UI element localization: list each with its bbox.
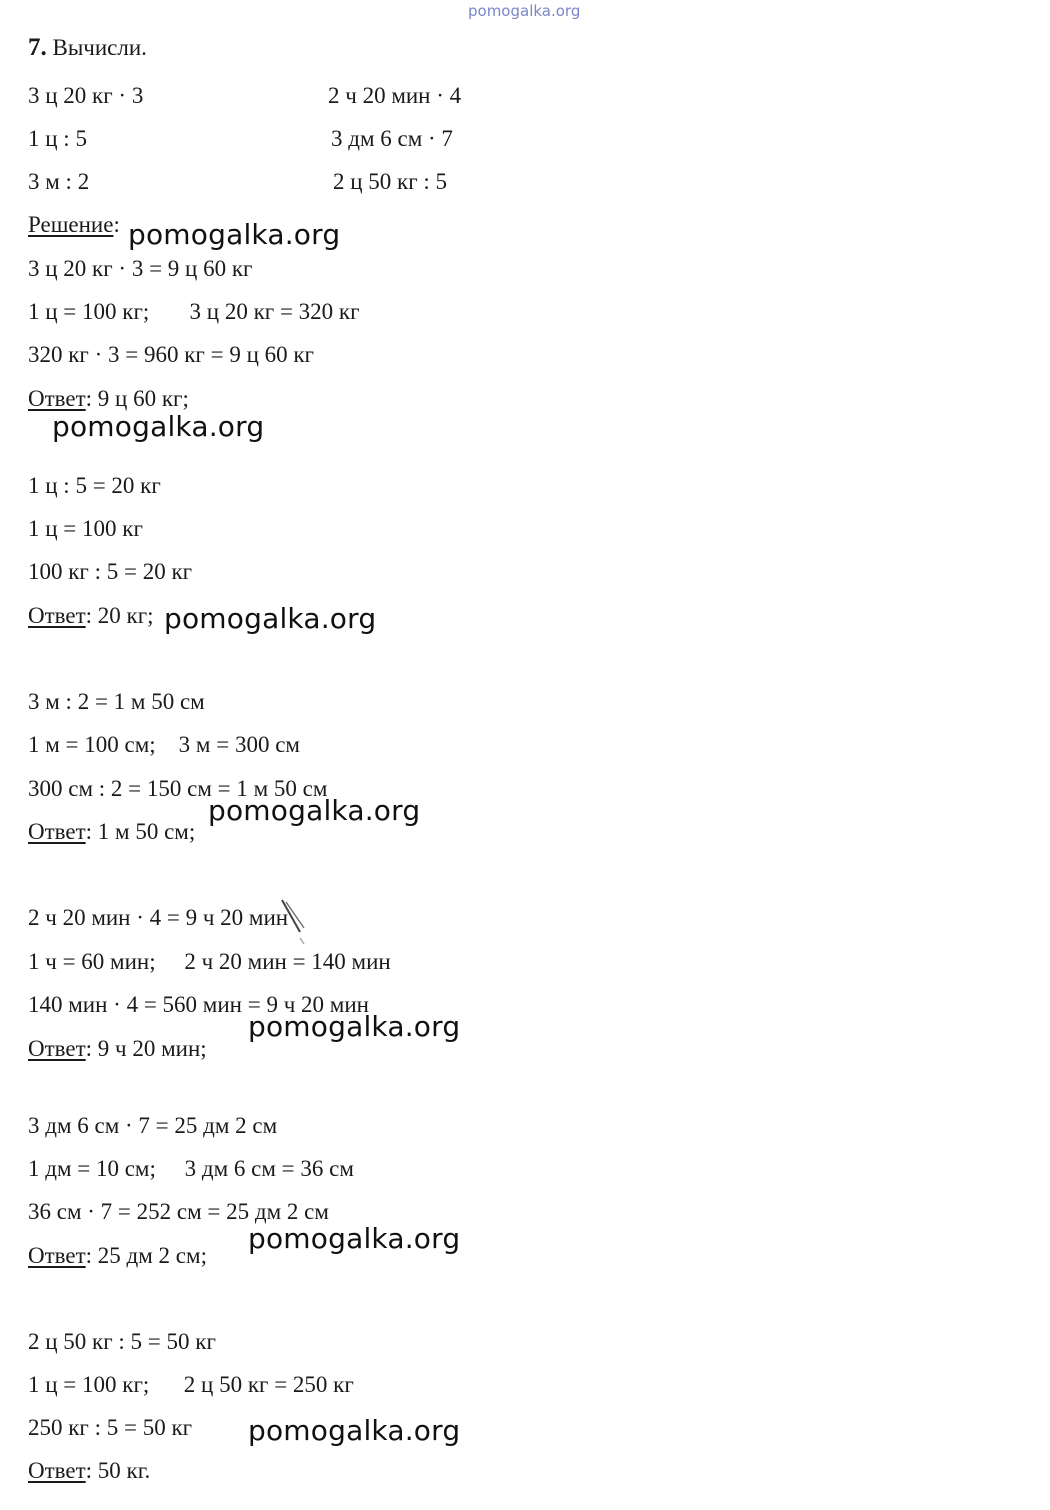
task-number: 7. bbox=[28, 34, 47, 61]
block-3-line-2: 1 м = 100 см; 3 м = 300 см bbox=[28, 732, 300, 757]
scratch-mark-icon bbox=[278, 898, 308, 946]
solution-label: Решение bbox=[28, 212, 114, 237]
answer-value: : 20 кг; bbox=[85, 603, 154, 628]
solution-heading bbox=[28, 211, 120, 239]
block-4-answer bbox=[28, 1035, 207, 1063]
task-left-1: 3 ц 20 кг · 3 bbox=[28, 83, 144, 108]
block-1-line-2: 1 ц = 100 кг; 3 ц 20 кг = 320 кг bbox=[28, 299, 360, 324]
block-2-answer bbox=[28, 602, 154, 630]
header-watermark: pomogalka.org bbox=[468, 2, 581, 20]
block-5-line-3: 36 см · 7 = 252 см = 25 дм 2 см bbox=[28, 1199, 329, 1224]
task-left-3: 3 м : 2 bbox=[28, 169, 90, 194]
answer-label: Ответ bbox=[28, 1243, 86, 1268]
block-1-line-1: 3 ц 20 кг · 3 = 9 ц 60 кг bbox=[28, 256, 253, 281]
answer-label: Ответ bbox=[28, 1458, 86, 1483]
block-1-line-3: 320 кг · 3 = 960 кг = 9 ц 60 кг bbox=[28, 342, 314, 367]
answer-value: : 9 ц 60 кг; bbox=[85, 386, 189, 411]
block-1-answer bbox=[28, 385, 189, 413]
block-2-line-1: 1 ц : 5 = 20 кг bbox=[28, 473, 161, 498]
block-2-line-2: 1 ц = 100 кг bbox=[28, 516, 143, 541]
watermark: pomogalka.org bbox=[248, 1222, 461, 1255]
block-5-line-1: 3 дм 6 см · 7 = 25 дм 2 см bbox=[28, 1113, 278, 1138]
block-2-line-3: 100 кг : 5 = 20 кг bbox=[28, 559, 193, 584]
block-3-answer bbox=[28, 818, 195, 846]
answer-label: Ответ bbox=[28, 603, 86, 628]
answer-label: Ответ bbox=[28, 819, 86, 844]
answer-value: : 50 кг. bbox=[85, 1458, 151, 1483]
block-5-line-2: 1 дм = 10 см; 3 дм 6 см = 36 см bbox=[28, 1156, 354, 1181]
block-3-line-3: 300 см : 2 = 150 см = 1 м 50 см bbox=[28, 776, 328, 801]
answer-value: : 9 ч 20 мин; bbox=[85, 1036, 207, 1061]
block-4-line-3: 140 мин · 4 = 560 мин = 9 ч 20 мин bbox=[28, 992, 369, 1017]
task-title: Вычисли. bbox=[52, 35, 147, 60]
task-right-2: 3 дм 6 см · 7 bbox=[331, 126, 453, 151]
block-4-line-1: 2 ч 20 мин · 4 = 9 ч 20 мин bbox=[28, 905, 289, 930]
block-4-line-2: 1 ч = 60 мин; 2 ч 20 мин = 140 мин bbox=[28, 949, 391, 974]
block-6-line-1: 2 ц 50 кг : 5 = 50 кг bbox=[28, 1329, 216, 1354]
answer-label: Ответ bbox=[28, 386, 86, 411]
watermark: pomogalka.org bbox=[208, 794, 421, 827]
watermark: pomogalka.org bbox=[52, 410, 265, 443]
answer-value: : 1 м 50 см; bbox=[85, 819, 196, 844]
watermark: pomogalka.org bbox=[248, 1010, 461, 1043]
watermark: pomogalka.org bbox=[128, 218, 341, 251]
watermark: pomogalka.org bbox=[164, 602, 377, 635]
solution-colon: : bbox=[113, 212, 120, 237]
task-right-1: 2 ч 20 мин · 4 bbox=[328, 83, 462, 108]
task-right-3: 2 ц 50 кг : 5 bbox=[333, 169, 448, 194]
answer-label: Ответ bbox=[28, 1036, 86, 1061]
task-heading bbox=[28, 34, 147, 62]
watermark: pomogalka.org bbox=[248, 1414, 461, 1447]
task-left-2: 1 ц : 5 bbox=[28, 126, 87, 151]
block-6-line-2: 1 ц = 100 кг; 2 ц 50 кг = 250 кг bbox=[28, 1372, 354, 1397]
block-5-answer bbox=[28, 1242, 207, 1270]
block-3-line-1: 3 м : 2 = 1 м 50 см bbox=[28, 689, 205, 714]
block-6-line-3: 250 кг : 5 = 50 кг bbox=[28, 1415, 193, 1440]
block-6-answer bbox=[28, 1457, 150, 1485]
answer-value: : 25 дм 2 см; bbox=[85, 1243, 207, 1268]
